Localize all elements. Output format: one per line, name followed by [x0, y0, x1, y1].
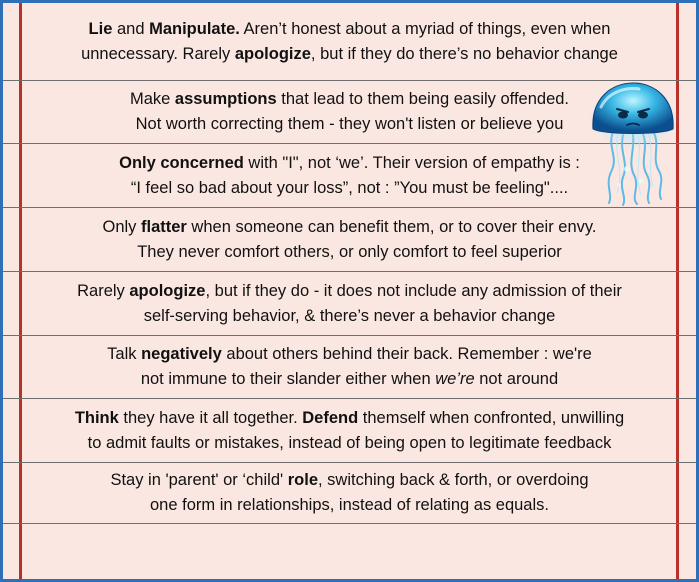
statement-row: [3, 399, 696, 463]
statement-line: [40, 342, 660, 367]
statement-line: [70, 151, 630, 176]
emphasis-italic: we’re: [435, 370, 475, 388]
text-segment: , but if they do there’s no behavior change: [310, 44, 618, 63]
text-segment: they have it all together.: [118, 408, 303, 427]
statement-line: [40, 42, 660, 67]
text-segment: with "I", not ‘we’. Their version of empathy is :: [243, 153, 580, 172]
text-segment: unnecessary. Rarely: [81, 44, 235, 63]
text-segment: about others behind their back. Remember : we're: [221, 345, 592, 363]
statement-text: [70, 151, 630, 201]
statement-line: [40, 493, 660, 518]
keyword-bold: role: [287, 471, 318, 489]
text-segment: “I feel so bad about your loss”, not : ”You must be feeling"....: [130, 178, 569, 197]
keyword-bold: Lie: [88, 19, 113, 38]
keyword-bold: apologize: [129, 281, 206, 300]
keyword-bold: Manipulate.: [149, 19, 240, 38]
text-segment: that lead to them being easily offended.: [276, 90, 570, 108]
text-segment: not around: [474, 370, 559, 388]
statement-line: [70, 87, 630, 112]
text-segment: Only: [102, 217, 141, 236]
jellyfish-icon: [583, 77, 683, 207]
text-segment: Not worth correcting them - they won't listen or believe you: [135, 115, 564, 133]
statement-text: [40, 215, 660, 265]
statement-line: [40, 215, 660, 240]
keyword-bold: negatively: [141, 345, 222, 363]
text-segment: Rarely: [77, 281, 130, 300]
statement-line: [40, 304, 660, 329]
keyword-bold: apologize: [234, 44, 311, 63]
keyword-bold: Defend: [302, 408, 359, 427]
statement-line: [40, 367, 660, 392]
statement-text: [40, 342, 660, 392]
statement-line: [40, 17, 660, 42]
statement-line: [40, 406, 660, 431]
statement-text: [40, 17, 660, 67]
text-segment: themself when confronted, unwilling: [358, 408, 625, 427]
statement-text: [40, 279, 660, 329]
text-segment: when someone can benefit them, or to cover their envy.: [186, 217, 597, 236]
text-segment: Make: [129, 90, 175, 108]
statement-line: [40, 431, 660, 456]
statement-row: [3, 3, 696, 81]
text-segment: not immune to their slander either when: [140, 370, 436, 388]
statement-row: [3, 208, 696, 272]
statement-line: [70, 176, 630, 201]
statement-text: [40, 406, 660, 456]
text-segment: , but if they do - it does not include any admission of their: [205, 281, 622, 300]
text-segment: one form in relationships, instead of relating as equals.: [150, 496, 549, 514]
text-segment: They never comfort others, or only comfort to feel superior: [137, 242, 562, 261]
statement-row: [3, 336, 696, 399]
statement-line: [70, 112, 630, 137]
text-segment: Talk: [107, 345, 142, 363]
statement-text: [70, 87, 630, 137]
statement-text: [40, 468, 660, 518]
text-segment: and: [112, 19, 150, 38]
keyword-bold: Only concerned: [119, 153, 244, 172]
statement-row: [3, 524, 696, 582]
statement-line: [40, 279, 660, 304]
keyword-bold: flatter: [141, 217, 187, 236]
text-segment: self-serving behavior, & there’s never a behavior change: [143, 306, 556, 325]
statement-row: [3, 463, 696, 524]
statement-row: [3, 272, 696, 336]
text-segment: to admit faults or mistakes, instead of being open to legitimate feedback: [87, 433, 612, 452]
text-segment: Stay in 'parent' or ‘child': [110, 471, 288, 489]
keyword-bold: Think: [74, 408, 119, 427]
keyword-bold: assumptions: [174, 90, 277, 108]
text-segment: , switching back & forth, or overdoing: [318, 471, 589, 489]
text-segment: Aren’t honest about a myriad of things, even when: [239, 19, 611, 38]
statement-line: [40, 468, 660, 493]
statement-line: [40, 240, 660, 265]
